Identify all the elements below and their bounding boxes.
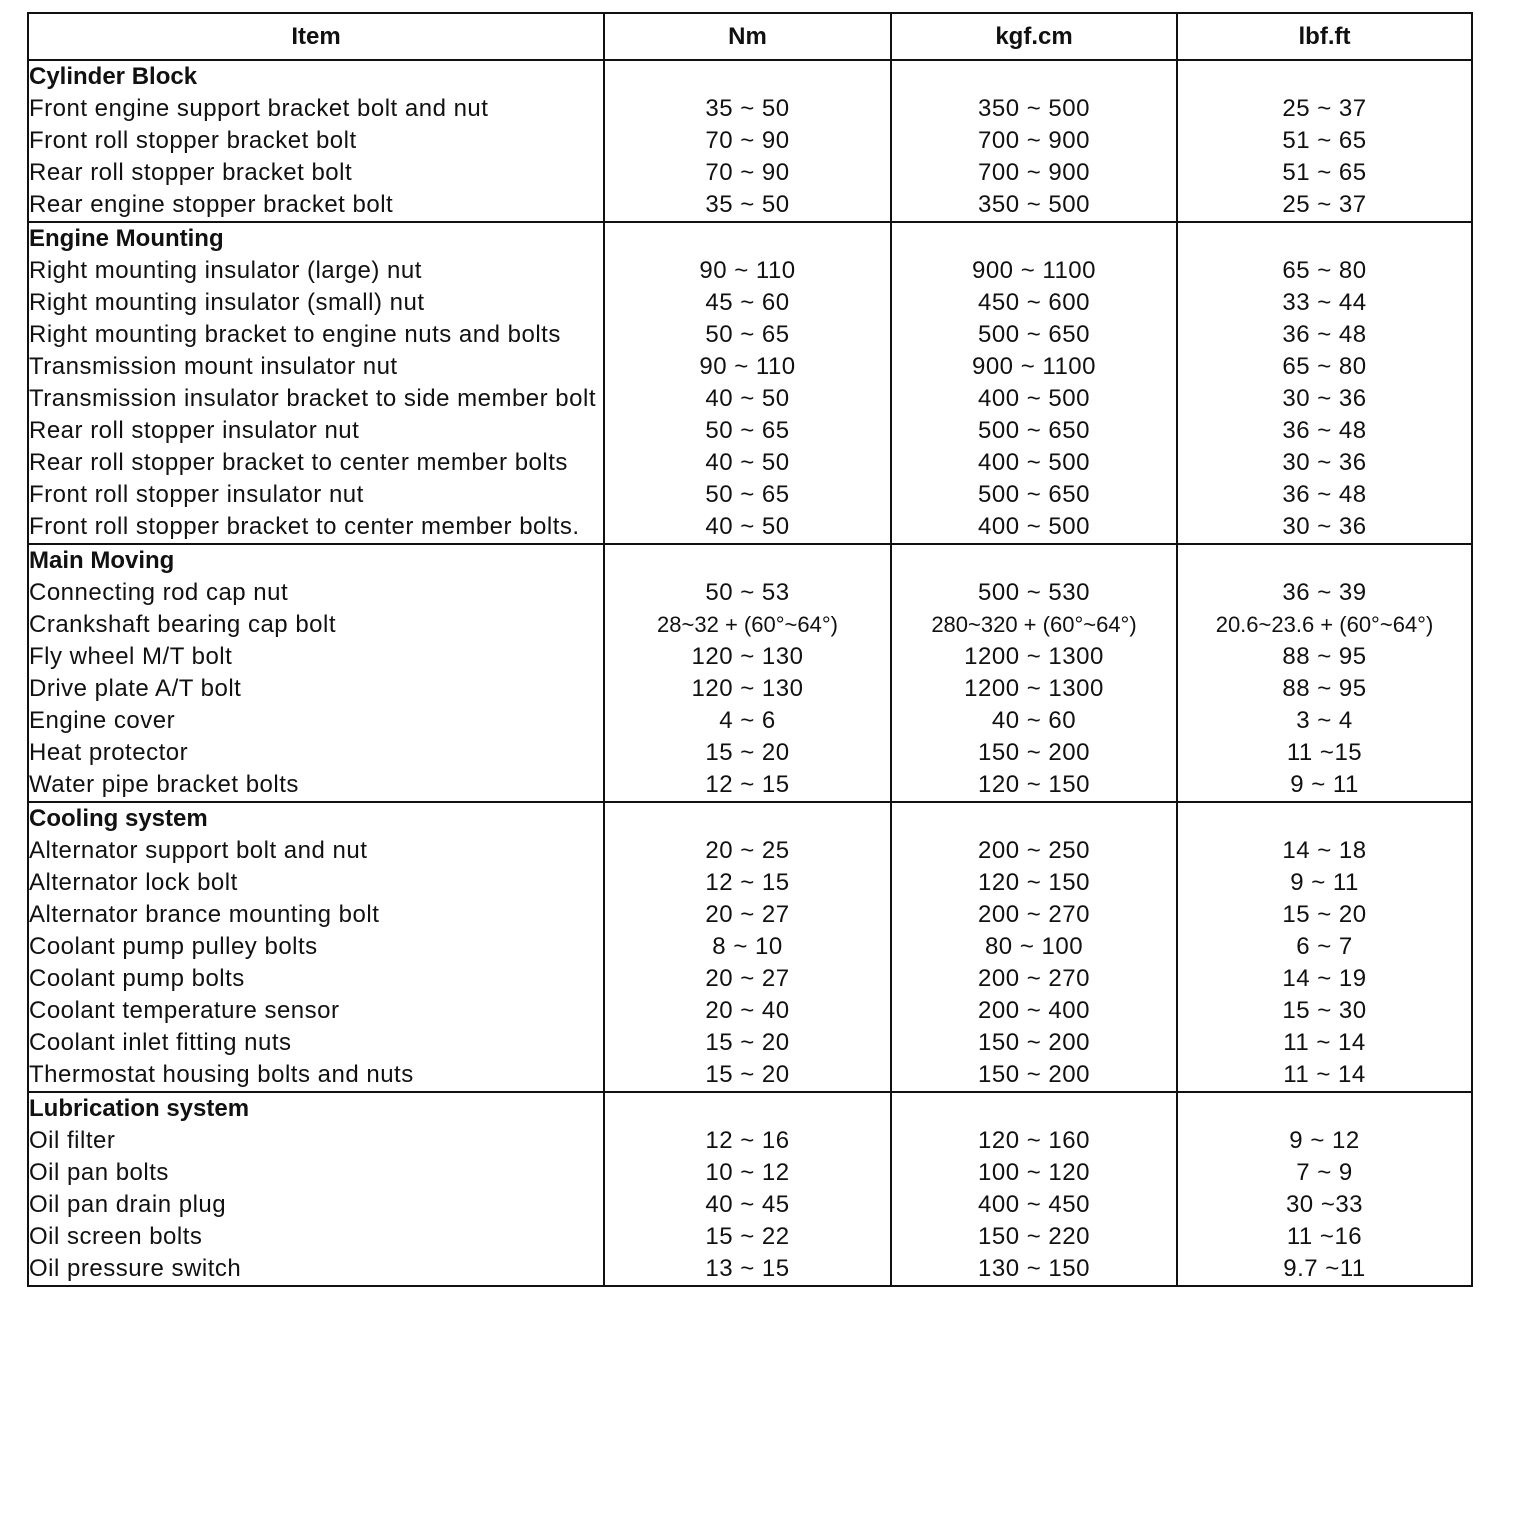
table-row (28, 641, 1472, 673)
lbf-cell: 36 ~ 48 (1177, 319, 1472, 351)
nm-cell: 50 ~ 65 (604, 415, 891, 447)
nm-cell: 20 ~ 25 (604, 835, 891, 867)
nm-cell: 8 ~ 10 (604, 931, 891, 963)
lbf-cell: 30 ~33 (1177, 1189, 1472, 1221)
nm-cell: 50 ~ 65 (604, 319, 891, 351)
nm-cell: 40 ~ 50 (604, 383, 891, 415)
nm-cell: 15 ~ 20 (604, 1059, 891, 1092)
kgf-cell: 100 ~ 120 (891, 1157, 1177, 1189)
section-title: Main Moving (28, 544, 604, 577)
table-row (28, 125, 1472, 157)
nm-cell: 4 ~ 6 (604, 705, 891, 737)
section-title: Cylinder Block (28, 60, 604, 93)
header-kgf: kgf.cm (891, 13, 1177, 60)
nm-cell: 28~32 + (60°~64°) (604, 609, 891, 641)
table-row (28, 415, 1472, 447)
kgf-cell: 200 ~ 400 (891, 995, 1177, 1027)
item-cell: Coolant pump pulley bolts (28, 931, 604, 963)
empty-cell (1177, 60, 1472, 93)
empty-cell (891, 802, 1177, 835)
table-row (28, 737, 1472, 769)
kgf-cell: 1200 ~ 1300 (891, 673, 1177, 705)
nm-cell: 20 ~ 40 (604, 995, 891, 1027)
lbf-cell: 14 ~ 18 (1177, 835, 1472, 867)
table-row (28, 931, 1472, 963)
header-nm: Nm (604, 13, 891, 60)
header-lbf: lbf.ft (1177, 13, 1472, 60)
item-cell: Oil filter (28, 1125, 604, 1157)
lbf-cell: 30 ~ 36 (1177, 447, 1472, 479)
empty-cell (1177, 544, 1472, 577)
empty-cell (1177, 1092, 1472, 1125)
item-cell: Front engine support bracket bolt and nut (28, 93, 604, 125)
nm-cell: 45 ~ 60 (604, 287, 891, 319)
nm-cell: 70 ~ 90 (604, 157, 891, 189)
table-row (28, 963, 1472, 995)
header-row (28, 13, 1472, 60)
lbf-cell: 11 ~ 14 (1177, 1059, 1472, 1092)
lbf-cell: 36 ~ 48 (1177, 479, 1472, 511)
nm-cell: 12 ~ 16 (604, 1125, 891, 1157)
lbf-cell: 9 ~ 11 (1177, 867, 1472, 899)
item-cell: Crankshaft bearing cap bolt (28, 609, 604, 641)
section-header-row (28, 60, 1472, 93)
kgf-cell: 200 ~ 270 (891, 899, 1177, 931)
lbf-cell: 88 ~ 95 (1177, 673, 1472, 705)
item-cell: Transmission mount insulator nut (28, 351, 604, 383)
kgf-cell: 700 ~ 900 (891, 125, 1177, 157)
kgf-cell: 150 ~ 220 (891, 1221, 1177, 1253)
table-row (28, 1125, 1472, 1157)
kgf-cell: 900 ~ 1100 (891, 255, 1177, 287)
table-row (28, 319, 1472, 351)
item-cell: Thermostat housing bolts and nuts (28, 1059, 604, 1092)
lbf-cell: 3 ~ 4 (1177, 705, 1472, 737)
empty-cell (604, 544, 891, 577)
nm-cell: 35 ~ 50 (604, 93, 891, 125)
lbf-cell: 15 ~ 20 (1177, 899, 1472, 931)
nm-cell: 120 ~ 130 (604, 673, 891, 705)
kgf-cell: 500 ~ 650 (891, 319, 1177, 351)
empty-cell (604, 222, 891, 255)
kgf-cell: 40 ~ 60 (891, 705, 1177, 737)
table-row (28, 447, 1472, 479)
header-item: Item (28, 13, 604, 60)
item-cell: Rear roll stopper insulator nut (28, 415, 604, 447)
lbf-cell: 51 ~ 65 (1177, 157, 1472, 189)
kgf-cell: 400 ~ 500 (891, 511, 1177, 544)
lbf-cell: 11 ~15 (1177, 737, 1472, 769)
table-row (28, 1189, 1472, 1221)
empty-cell (891, 60, 1177, 93)
item-cell: Engine cover (28, 705, 604, 737)
table-row (28, 479, 1472, 511)
item-cell: Oil pan drain plug (28, 1189, 604, 1221)
lbf-cell: 65 ~ 80 (1177, 351, 1472, 383)
item-cell: Rear roll stopper bracket bolt (28, 157, 604, 189)
item-cell: Alternator brance mounting bolt (28, 899, 604, 931)
table-row (28, 835, 1472, 867)
kgf-cell: 150 ~ 200 (891, 1059, 1177, 1092)
table-row (28, 705, 1472, 737)
lbf-cell: 14 ~ 19 (1177, 963, 1472, 995)
empty-cell (604, 1092, 891, 1125)
item-cell: Front roll stopper bracket to center member bolts. (28, 511, 604, 544)
table-row (28, 673, 1472, 705)
lbf-cell: 33 ~ 44 (1177, 287, 1472, 319)
lbf-cell: 65 ~ 80 (1177, 255, 1472, 287)
empty-cell (604, 802, 891, 835)
kgf-cell: 130 ~ 150 (891, 1253, 1177, 1286)
nm-cell: 120 ~ 130 (604, 641, 891, 673)
kgf-cell: 1200 ~ 1300 (891, 641, 1177, 673)
kgf-cell: 120 ~ 150 (891, 867, 1177, 899)
nm-cell: 12 ~ 15 (604, 867, 891, 899)
kgf-cell: 900 ~ 1100 (891, 351, 1177, 383)
item-cell: Coolant temperature sensor (28, 995, 604, 1027)
item-cell: Right mounting insulator (large) nut (28, 255, 604, 287)
kgf-cell: 150 ~ 200 (891, 737, 1177, 769)
table-row (28, 351, 1472, 383)
table-row (28, 189, 1472, 222)
table-row (28, 93, 1472, 125)
nm-cell: 40 ~ 50 (604, 511, 891, 544)
lbf-cell: 9.7 ~11 (1177, 1253, 1472, 1286)
kgf-cell: 400 ~ 500 (891, 383, 1177, 415)
table-row (28, 383, 1472, 415)
item-cell: Rear engine stopper bracket bolt (28, 189, 604, 222)
item-cell: Alternator support bolt and nut (28, 835, 604, 867)
table-row (28, 511, 1472, 544)
kgf-cell: 700 ~ 900 (891, 157, 1177, 189)
nm-cell: 13 ~ 15 (604, 1253, 891, 1286)
section-header-row (28, 1092, 1472, 1125)
item-cell: Right mounting bracket to engine nuts and bolts (28, 319, 604, 351)
empty-cell (891, 544, 1177, 577)
section-header-row (28, 802, 1472, 835)
lbf-cell: 30 ~ 36 (1177, 383, 1472, 415)
empty-cell (604, 60, 891, 93)
table-row (28, 1253, 1472, 1286)
lbf-cell: 25 ~ 37 (1177, 93, 1472, 125)
table-row (28, 255, 1472, 287)
item-cell: Heat protector (28, 737, 604, 769)
item-cell: Connecting rod cap nut (28, 577, 604, 609)
section-title: Cooling system (28, 802, 604, 835)
empty-cell (1177, 222, 1472, 255)
kgf-cell: 400 ~ 450 (891, 1189, 1177, 1221)
table-row (28, 899, 1472, 931)
kgf-cell: 280~320 + (60°~64°) (891, 609, 1177, 641)
item-cell: Transmission insulator bracket to side member bolt (28, 383, 604, 415)
item-cell: Front roll stopper bracket bolt (28, 125, 604, 157)
section-title: Engine Mounting (28, 222, 604, 255)
lbf-cell: 25 ~ 37 (1177, 189, 1472, 222)
nm-cell: 12 ~ 15 (604, 769, 891, 802)
item-cell: Coolant inlet fitting nuts (28, 1027, 604, 1059)
kgf-cell: 400 ~ 500 (891, 447, 1177, 479)
table-body (28, 60, 1472, 1286)
lbf-cell: 36 ~ 39 (1177, 577, 1472, 609)
item-cell: Oil screen bolts (28, 1221, 604, 1253)
kgf-cell: 500 ~ 530 (891, 577, 1177, 609)
lbf-cell: 9 ~ 11 (1177, 769, 1472, 802)
item-cell: Drive plate A/T bolt (28, 673, 604, 705)
table-row (28, 287, 1472, 319)
table-row (28, 157, 1472, 189)
nm-cell: 15 ~ 20 (604, 737, 891, 769)
torque-spec-table (27, 12, 1473, 1287)
nm-cell: 70 ~ 90 (604, 125, 891, 157)
table-row (28, 769, 1472, 802)
lbf-cell: 36 ~ 48 (1177, 415, 1472, 447)
item-cell: Oil pressure switch (28, 1253, 604, 1286)
item-cell: Alternator lock bolt (28, 867, 604, 899)
kgf-cell: 120 ~ 150 (891, 769, 1177, 802)
item-cell: Oil pan bolts (28, 1157, 604, 1189)
kgf-cell: 350 ~ 500 (891, 189, 1177, 222)
kgf-cell: 120 ~ 160 (891, 1125, 1177, 1157)
kgf-cell: 500 ~ 650 (891, 479, 1177, 511)
kgf-cell: 500 ~ 650 (891, 415, 1177, 447)
nm-cell: 50 ~ 53 (604, 577, 891, 609)
nm-cell: 40 ~ 50 (604, 447, 891, 479)
empty-cell (891, 1092, 1177, 1125)
table-row (28, 609, 1472, 641)
table-row (28, 1221, 1472, 1253)
lbf-cell: 20.6~23.6 + (60°~64°) (1177, 609, 1472, 641)
kgf-cell: 350 ~ 500 (891, 93, 1177, 125)
item-cell: Rear roll stopper bracket to center member bolts (28, 447, 604, 479)
lbf-cell: 30 ~ 36 (1177, 511, 1472, 544)
nm-cell: 35 ~ 50 (604, 189, 891, 222)
table-row (28, 995, 1472, 1027)
table-row (28, 577, 1472, 609)
lbf-cell: 11 ~ 14 (1177, 1027, 1472, 1059)
lbf-cell: 6 ~ 7 (1177, 931, 1472, 963)
table-row (28, 867, 1472, 899)
section-header-row (28, 544, 1472, 577)
kgf-cell: 150 ~ 200 (891, 1027, 1177, 1059)
item-cell: Coolant pump bolts (28, 963, 604, 995)
lbf-cell: 88 ~ 95 (1177, 641, 1472, 673)
item-cell: Water pipe bracket bolts (28, 769, 604, 802)
nm-cell: 20 ~ 27 (604, 963, 891, 995)
lbf-cell: 11 ~16 (1177, 1221, 1472, 1253)
lbf-cell: 9 ~ 12 (1177, 1125, 1472, 1157)
section-title: Lubrication system (28, 1092, 604, 1125)
item-cell: Front roll stopper insulator nut (28, 479, 604, 511)
lbf-cell: 51 ~ 65 (1177, 125, 1472, 157)
nm-cell: 15 ~ 22 (604, 1221, 891, 1253)
item-cell: Right mounting insulator (small) nut (28, 287, 604, 319)
nm-cell: 20 ~ 27 (604, 899, 891, 931)
table-row (28, 1157, 1472, 1189)
nm-cell: 90 ~ 110 (604, 351, 891, 383)
kgf-cell: 80 ~ 100 (891, 931, 1177, 963)
nm-cell: 40 ~ 45 (604, 1189, 891, 1221)
section-header-row (28, 222, 1472, 255)
kgf-cell: 200 ~ 250 (891, 835, 1177, 867)
empty-cell (1177, 802, 1472, 835)
nm-cell: 15 ~ 20 (604, 1027, 891, 1059)
lbf-cell: 15 ~ 30 (1177, 995, 1472, 1027)
nm-cell: 10 ~ 12 (604, 1157, 891, 1189)
empty-cell (891, 222, 1177, 255)
kgf-cell: 200 ~ 270 (891, 963, 1177, 995)
table-row (28, 1027, 1472, 1059)
lbf-cell: 7 ~ 9 (1177, 1157, 1472, 1189)
nm-cell: 90 ~ 110 (604, 255, 891, 287)
item-cell: Fly wheel M/T bolt (28, 641, 604, 673)
table-row (28, 1059, 1472, 1092)
nm-cell: 50 ~ 65 (604, 479, 891, 511)
kgf-cell: 450 ~ 600 (891, 287, 1177, 319)
